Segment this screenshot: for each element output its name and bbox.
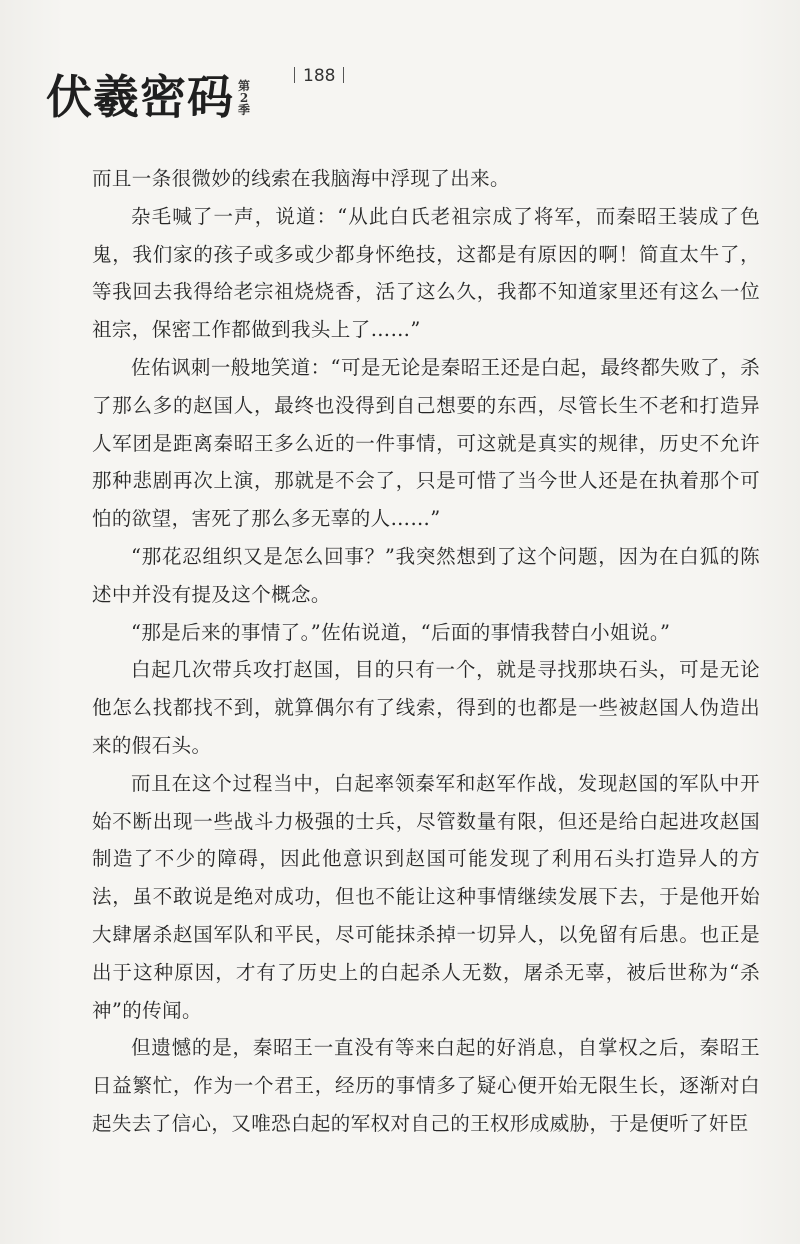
page-number — [286, 66, 352, 86]
paragraph: “那花忍组织又是怎么回事？”我突然想到了这个问题，因为在白狐的陈述中并没有提及这个概念。 — [92, 544, 760, 606]
season-char: 季 — [238, 103, 251, 117]
paragraph: 白起几次带兵攻打赵国，目的只有一个，就是寻找那块石头，可是无论他怎么找都找不到，就算偶尔有了线索，得到的也都是一些被赵国人伪造出来的假石头。 — [92, 658, 760, 757]
page-number-divider — [294, 67, 295, 83]
season-label — [238, 80, 250, 116]
page-number-divider — [343, 67, 344, 83]
book-title: 伏羲密码 — [46, 70, 234, 124]
body-text — [92, 160, 760, 1143]
paragraph: 杂毛喊了一声，说道：“从此白氏老祖宗成了将军，而秦昭王装成了色鬼，我们家的孩子或多或少都身怀绝技，这都是有原因的啊！简直太牛了，等我回去我得给老宗祖烧烧香，活了这么久，我都不知道家里还有这么一位祖宗，保密工作都做到我头上了……” — [92, 204, 760, 342]
paragraph: 而且在这个过程当中，白起率领秦军和赵军作战，发现赵国的军队中开始不断出现一些战斗力极强的士兵，尽管数量有限，但还是给白起进攻赵国制造了不少的障碍，因此他意识到赵国可能发现了利用石头打造异人的方法，虽不敢说是绝对成功，但也不能让这种事情继续发展下去，于是他开始大肆屠杀赵国军队和平民，尽可能抹杀掉一切异人，以免留有后患。也正是出于这种原因，才有了历史上的白起杀人无数，屠杀无辜，被后世称为“杀神”的传闻。 — [92, 771, 760, 1022]
paragraph: 而且一条很微妙的线索在我脑海中浮现了出来。 — [92, 167, 510, 190]
season-char: 2 — [239, 91, 249, 105]
paragraph: 佐佑讽刺一般地笑道：“可是无论是秦昭王还是白起，最终都失败了，杀了那么多的赵国人，最终也没得到自己想要的东西，尽管长生不老和打造异人军团是距离秦昭王多么近的一件事情，可这就是真实的规律，历史不允许那种悲剧再次上演，那就是不会了，只是可惜了当今世人还是在执着那个可怕的欲望，害死了那么多无辜的人……” — [92, 355, 760, 531]
running-header — [46, 40, 251, 124]
paragraph: 但遗憾的是，秦昭王一直没有等来白起的好消息，自掌权之后，秦昭王日益繁忙，作为一个君王，经历的事情多了疑心便开始无限生长，逐渐对白起失去了信心，又唯恐白起的军权对自己的王权形成威胁，于是便听了奸臣 — [92, 1036, 760, 1135]
season-char: 第 — [238, 79, 251, 93]
page-number-value: 188 — [303, 66, 336, 86]
paragraph: “那是后来的事情了。”佐佑说道，“后面的事情我替白小姐说。” — [131, 620, 671, 644]
